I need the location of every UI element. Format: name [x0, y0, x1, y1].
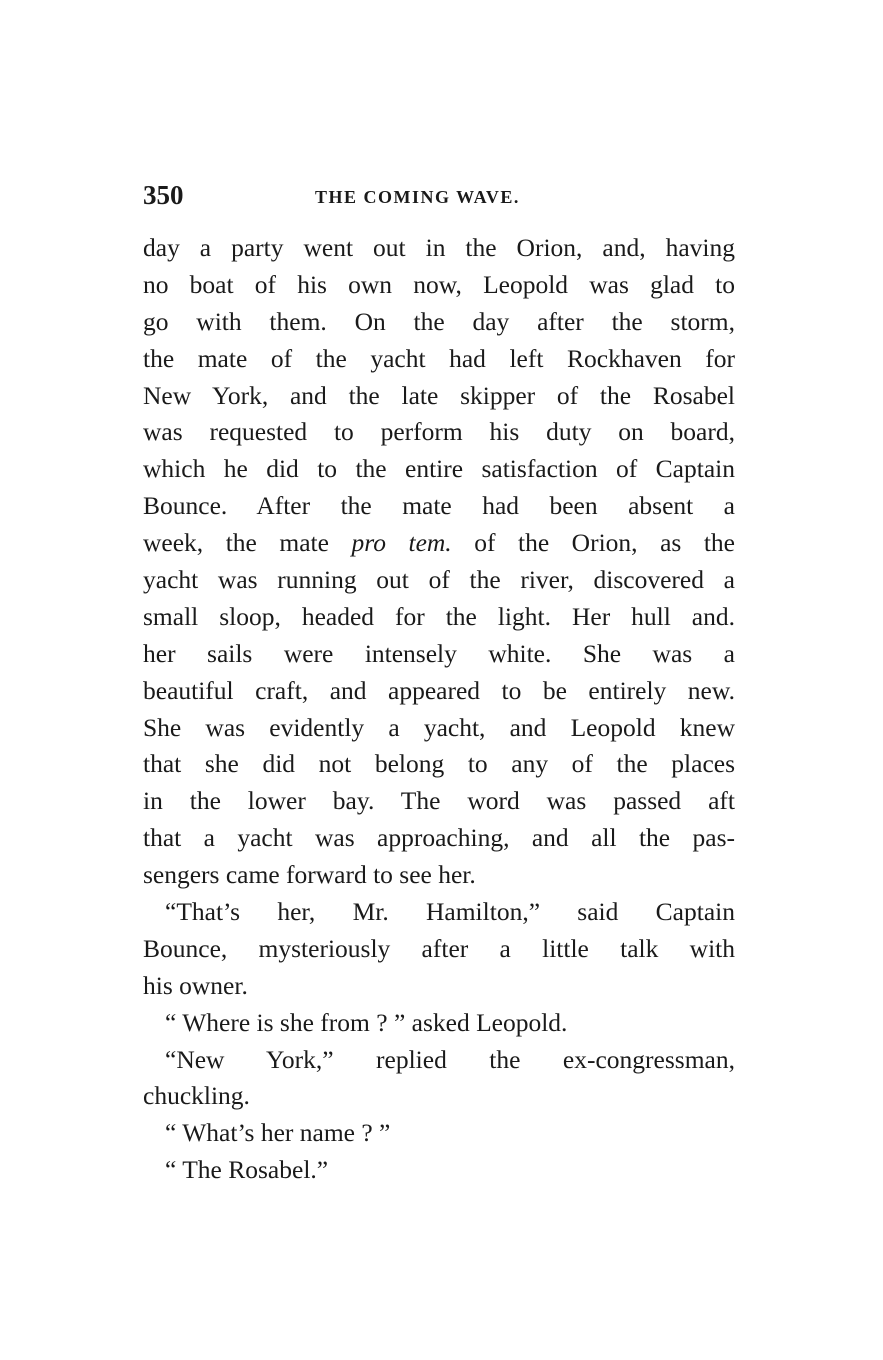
text-segment: of the Orion, as the: [451, 528, 735, 558]
text-line: “New York,” replied the ex-congressman,: [165, 1044, 735, 1074]
text-line: his owner.: [143, 970, 248, 1000]
text-line: was requested to perform his duty on board,: [143, 417, 735, 447]
italic-phrase: pro tem.: [351, 528, 452, 558]
text-line: [143, 525, 735, 562]
text-line: her sails were intensely white. She was a: [143, 638, 735, 668]
text-line: that she did not belong to any of the places: [143, 749, 735, 779]
page-header: [143, 180, 743, 212]
text-line: Bounce, mysteriously after a little talk with: [143, 933, 735, 963]
text-line: the mate of the yacht had left Rockhaven for: [143, 343, 735, 373]
text-line: chuckling.: [143, 1081, 250, 1111]
text-line: She was evidently a yacht, and Leopold knew: [143, 712, 735, 742]
text-line: yacht was running out of the river, discovered a: [143, 565, 735, 595]
running-head: THE COMING WAVE.: [315, 187, 520, 207]
text-line: no boat of his own now, Leopold was glad to: [143, 269, 735, 299]
page-number: 350: [143, 180, 184, 210]
text-segment: week, the mate: [143, 528, 352, 558]
text-line: day a party went out in the Orion, and, having: [143, 233, 735, 262]
text-line: sengers came forward to see her.: [143, 860, 476, 890]
text-line: small sloop, headed for the light. Her hull and.: [143, 601, 735, 631]
text-line: “ Where is she from ? ” asked Leopold.: [165, 1007, 568, 1037]
text-line: which he did to the entire satisfaction of Captain: [143, 454, 735, 484]
text-line: “ What’s her name ? ”: [165, 1118, 391, 1148]
text-line: “ The Rosabel.”: [165, 1155, 329, 1185]
text-line: Bounce. After the mate had been absent a: [143, 491, 735, 521]
text-line: in the lower bay. The word was passed aft: [143, 786, 735, 816]
text-line: that a yacht was approaching, and all the pas-: [143, 823, 735, 853]
text-line: New York, and the late skipper of the Rosabel: [143, 380, 735, 410]
text-line: “That’s her, Mr. Hamilton,” said Captain: [165, 897, 735, 927]
text-line: beautiful craft, and appeared to be entirely new.: [143, 675, 735, 705]
body-text: [143, 230, 735, 1189]
text-line: go with them. On the day after the storm,: [143, 306, 735, 336]
